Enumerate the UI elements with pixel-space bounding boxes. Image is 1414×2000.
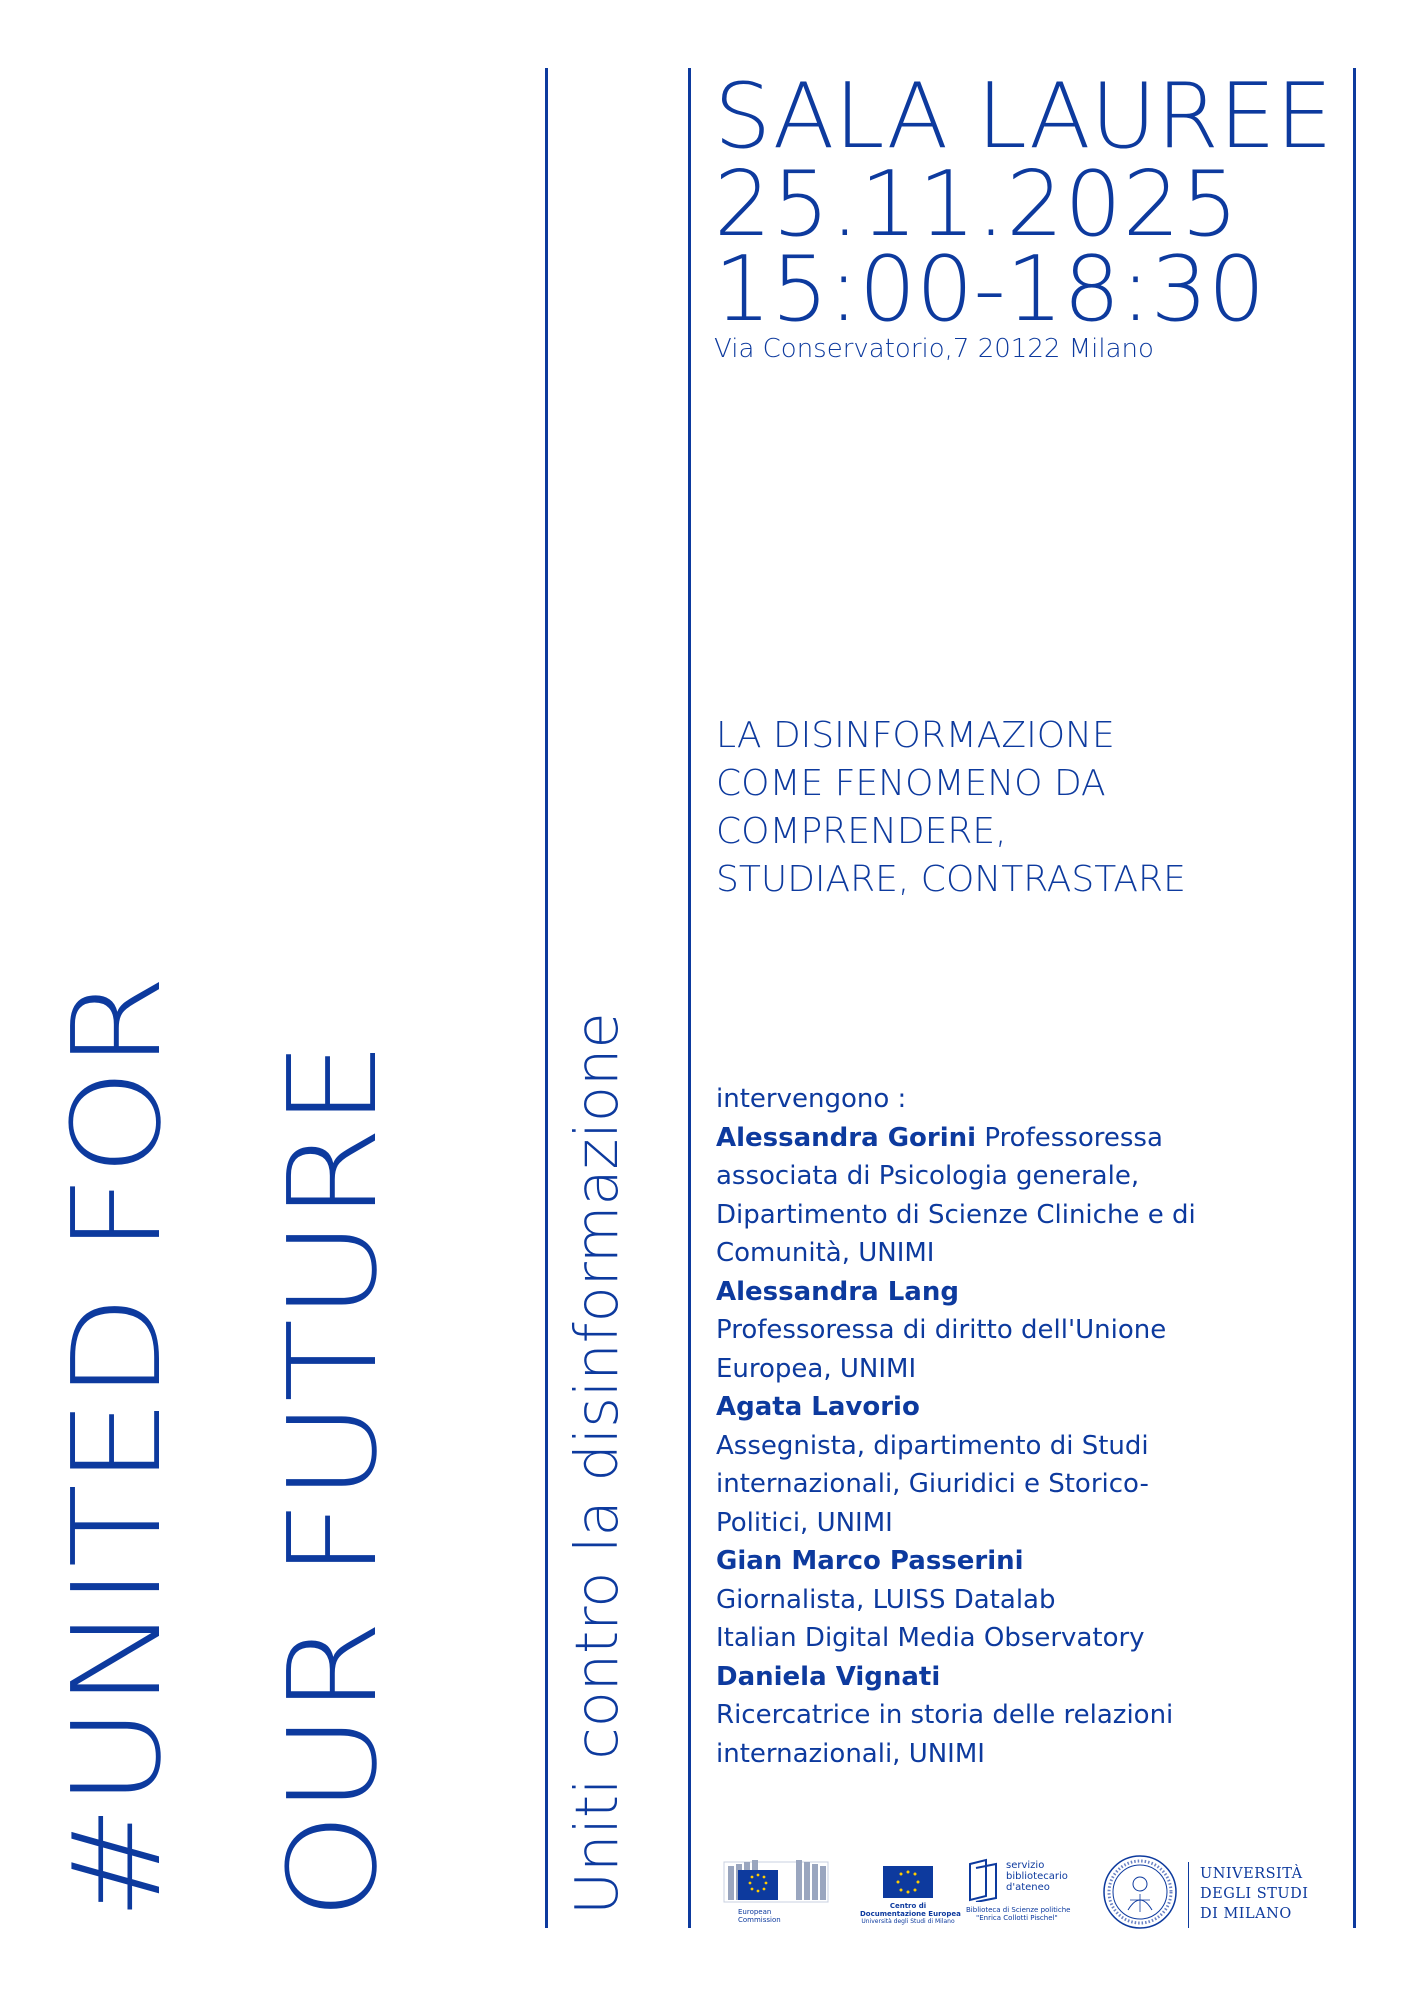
unimi-divider [1188, 1862, 1189, 1928]
speaker-role: Assegnista, dipartimento di Studi [716, 1430, 1149, 1461]
biblio-label-4: Biblioteca di Scienze politiche [966, 1906, 1071, 1914]
speaker-role: Giornalista, LUISS Datalab [716, 1584, 1056, 1615]
topic-line: COMPRENDERE, [716, 811, 1007, 852]
speakers-list [716, 1080, 1346, 1773]
event-address: Via Conservatorio,7 20122 Milano [714, 334, 1154, 364]
biblio-label-2: bibliotecario [1006, 1871, 1068, 1882]
speaker-role: Professoressa di diritto dell'Unione [716, 1315, 1167, 1345]
book-icon [966, 1858, 1002, 1902]
eu-flag-icon [860, 1866, 956, 1900]
speaker-name: Daniela Vignati [716, 1661, 941, 1692]
topic-line: STUDIARE, CONTRASTARE [716, 859, 1186, 900]
european-commission-building-icon [716, 1852, 836, 1908]
cde-label-3: Università degli Studi di Milano [861, 1918, 955, 1925]
speaker-entry [716, 1542, 1346, 1581]
event-time: 15:00-18:30 [714, 237, 1266, 342]
speaker-entry [716, 1273, 1346, 1312]
speaker-role: internazionali, Giuridici e Storico- [716, 1469, 1149, 1499]
topic-heading [716, 712, 1186, 904]
speaker-entry [716, 1658, 1346, 1697]
hero-title-line-2: OUR FUTURE [262, 1041, 404, 1920]
speaker-name: Alessandra Lang [716, 1276, 959, 1307]
speaker-role: Italian Digital Media Observatory [716, 1623, 1145, 1653]
biblioteca-logo [966, 1858, 1086, 1928]
venue-name: SALA LAUREE [714, 64, 1333, 169]
biblio-label-1: servizio [1006, 1860, 1045, 1871]
cde-label-1: Centro di [889, 1902, 927, 1910]
speaker-name: Gian Marco Passerini [716, 1546, 1024, 1576]
unimi-label-3: DI MILANO [1200, 1906, 1292, 1922]
speaker-role: Dipartimento di Scienze Cliniche e di [716, 1199, 1196, 1230]
speaker-entry [716, 1119, 1346, 1158]
vertical-subtitle: Uniti contro la disinformazione [562, 1012, 631, 1915]
cde-logo [860, 1866, 961, 1926]
biblio-label-3: d'ateneo [1006, 1882, 1050, 1893]
speaker-role: internazionali, UNIMI [716, 1738, 985, 1769]
speaker-role: Ricercatrice in storia delle relazioni [716, 1700, 1174, 1730]
speaker-role: Europea, UNIMI [716, 1353, 917, 1384]
european-commission-logo [716, 1852, 836, 1932]
cde-label-2: Documentazione Europea [860, 1910, 961, 1918]
divider-line-left [545, 68, 548, 1928]
biblio-label-5: "Enrica Collotti Pischel" [976, 1914, 1058, 1922]
topic-line: COME FENOMENO DA [716, 763, 1106, 804]
speaker-role: Politici, UNIMI [716, 1507, 893, 1538]
topic-line: LA DISINFORMAZIONE [716, 715, 1115, 756]
hero-title-line-1: #UNITED FOR [46, 975, 188, 1920]
unimi-label-2: DEGLI STUDI [1200, 1886, 1309, 1902]
unimi-logo [1188, 1858, 1348, 1934]
ec-label-2: Commission [738, 1916, 781, 1924]
speaker-name: Alessandra Gorini [716, 1122, 977, 1153]
unimi-label-1: UNIVERSITÀ [1200, 1866, 1303, 1882]
speaker-entry [716, 1388, 1346, 1427]
speakers-intro: intervengono : [716, 1084, 907, 1114]
divider-line-right [1353, 68, 1356, 1928]
university-seal-icon [1102, 1854, 1178, 1930]
speaker-role: Professoressa [976, 1122, 1163, 1153]
event-date: 25.11.2025 [714, 152, 1240, 257]
speaker-name: Agata Lavorio [716, 1392, 920, 1422]
speaker-role: associata di Psicologia generale, [716, 1161, 1140, 1191]
ec-label-1: European [738, 1908, 772, 1916]
divider-line-middle [688, 68, 691, 1928]
speaker-role: Comunità, UNIMI [716, 1238, 935, 1268]
